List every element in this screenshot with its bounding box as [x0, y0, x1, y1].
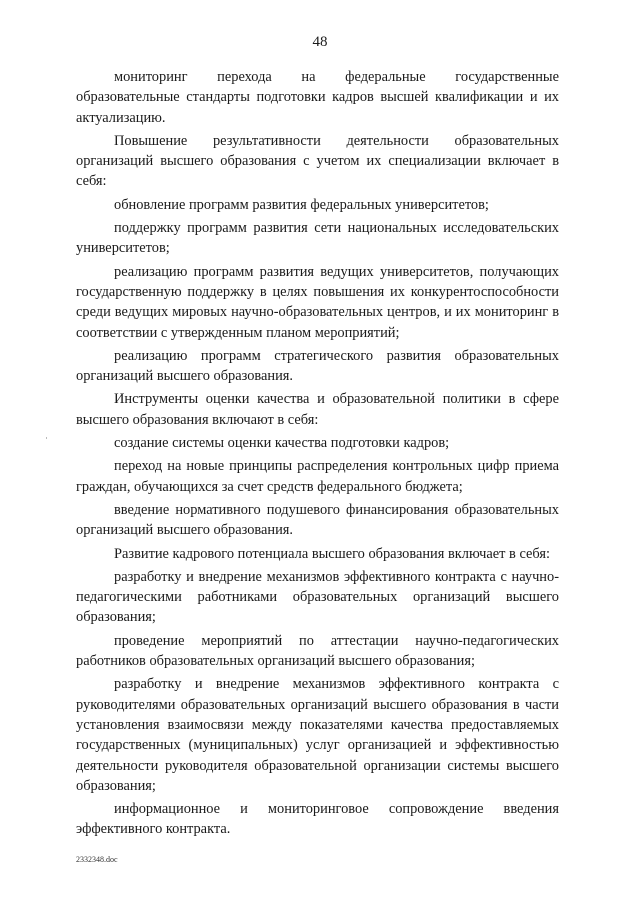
- paragraph: мониторинг перехода на федеральные государственные образовательные стандарты подготовки кадров высшей квалификации и их актуализацию.: [76, 69, 559, 126]
- paragraph: Инструменты оценки качества и образовательной политики в сфере высшего образования включают в себя:: [76, 391, 559, 428]
- paragraph: информационное и мониторинговое сопровождение введения эффективного контракта.: [76, 801, 559, 838]
- margin-mark: [46, 437, 47, 439]
- document-body: [76, 67, 559, 843]
- page-number: 48: [312, 34, 328, 50]
- paragraph: разработку и внедрение механизмов эффективного контракта с научно-педагогическими работниками образовательных организаций высшего образования;: [76, 568, 559, 626]
- paragraph: Повышение результативности деятельности образовательных организаций высшего образования с учетом их специализации включает в себя:: [76, 132, 559, 190]
- paragraph: поддержку программ развития сети национальных исследовательских университетов;: [76, 220, 559, 257]
- paragraph: создание системы оценки качества подготовки кадров;: [114, 435, 450, 452]
- paragraph: обновление программ развития федеральных университетов;: [114, 196, 489, 213]
- paragraph: введение нормативного подушевого финансирования образовательных организаций высшего образования.: [76, 501, 559, 539]
- footer-file-name: 2332348.doc: [76, 855, 118, 864]
- paragraph: Развитие кадрового потенциала высшего образования включает в себя:: [114, 545, 550, 562]
- paragraph: переход на новые принципы распределения контрольных цифр приема граждан, обучающихся за счет средств федерального бюджета;: [76, 458, 559, 495]
- paragraph: реализацию программ развития ведущих университетов, получающих государственную поддержку в целях повышения их конкурентоспособности среди ведущих мировых научно-образовательных центров, и их мониторинг в соответствии с утвержденным планом мероприятий;: [76, 263, 559, 341]
- paragraph: разработку и внедрение механизмов эффективного контракта с руководителями образовательных организаций высшего образования в части установления взаимосвязи между показателями качества предоставляемых государственных (муниципальных) услуг организацией и эффективностью деятельности руководителя образовательной организации системы высшего образования;: [76, 676, 559, 794]
- paragraph: реализацию программ стратегического развития образовательных организаций высшего образования.: [76, 347, 559, 385]
- paragraph: проведение мероприятий по аттестации научно-педагогических работников образовательных организаций высшего образования;: [76, 632, 559, 670]
